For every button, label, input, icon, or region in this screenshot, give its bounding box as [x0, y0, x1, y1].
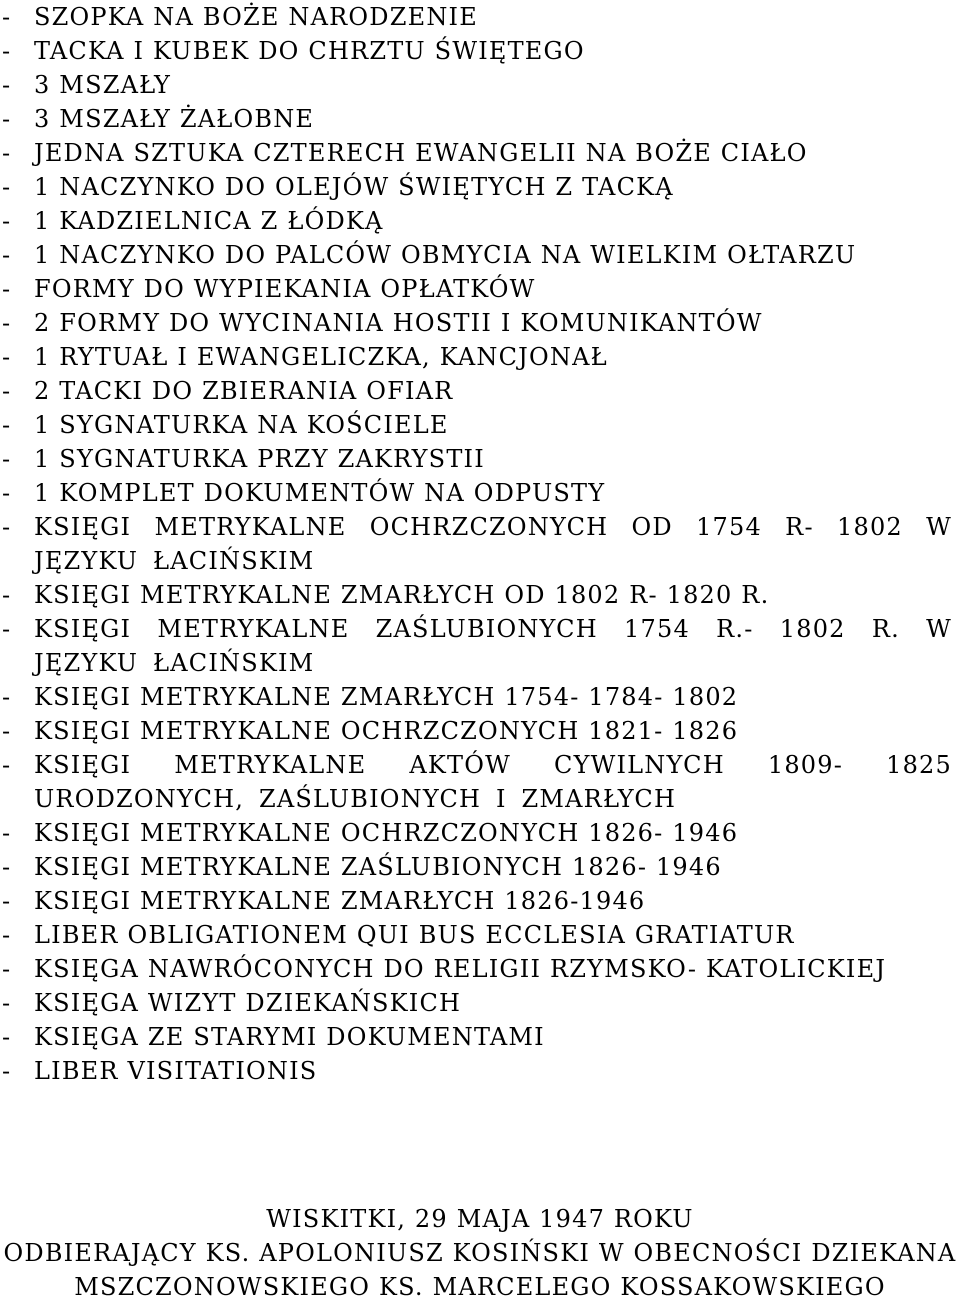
list-dash: - [2, 173, 12, 201]
list-item [0, 340, 960, 374]
list-item-text: KSIĘGI METRYKALNE OCHRZCZONYCH 1821- 1826 [34, 717, 739, 745]
list-item [0, 748, 960, 816]
list-item [0, 612, 960, 680]
list-item-text: 1 RYTUAŁ I EWANGELICZKA, KANCJONAŁ [34, 343, 608, 371]
footer-signature-line-2: MSZCZONOWSKIEGO KS. MARCELEGO KOSSAKOWSKIEGO [74, 1273, 886, 1301]
list-dash: - [2, 445, 12, 473]
list-item [0, 680, 960, 714]
list-item-text: LIBER VISITATIONIS [34, 1057, 318, 1085]
list-item-text: KSIĘGI METRYKALNE ZMARŁYCH OD 1802 R- 1820 R. [34, 581, 770, 609]
list-item [0, 986, 960, 1020]
list-item-text: KSIĘGI METRYKALNE OCHRZCZONYCH OD 1754 R- 1802 W JĘZYKU ŁACIŃSKIM [34, 513, 952, 575]
list-item [0, 850, 960, 884]
list-item [0, 136, 960, 170]
list-item [0, 408, 960, 442]
list-dash: - [2, 207, 12, 235]
list-item [0, 272, 960, 306]
list-dash: - [2, 343, 12, 371]
list-item-text: 3 MSZAŁY [34, 71, 172, 99]
list-dash: - [2, 921, 12, 949]
list-item [0, 442, 960, 476]
list-item-text: KSIĘGI METRYKALNE ZAŚLUBIONYCH 1754 R.- 1802 R. W JĘZYKU ŁACIŃSKIM [34, 615, 952, 677]
list-item [0, 238, 960, 272]
list-item [0, 102, 960, 136]
list-item-text: 1 SYGNATURKA PRZY ZAKRYSTII [34, 445, 485, 473]
list-dash: - [2, 309, 12, 337]
list-dash: - [2, 71, 12, 99]
list-dash: - [2, 377, 12, 405]
list-item [0, 374, 960, 408]
list-item-text: JEDNA SZTUKA CZTERECH EWANGELII NA BOŻE CIAŁO [34, 139, 808, 167]
list-dash: - [2, 241, 12, 269]
footer-signature-line-1: ODBIERAJĄCY KS. APOLONIUSZ KOSIŃSKI W OBECNOŚCI DZIEKANA [3, 1239, 957, 1267]
list-item-text: KSIĘGI METRYKALNE ZAŚLUBIONYCH 1826- 1946 [34, 853, 722, 881]
list-item-text: 1 NACZYNKO DO PALCÓW OBMYCIA NA WIELKIM OŁTARZU [34, 241, 857, 269]
list-item-text: 3 MSZAŁY ŻAŁOBNE [34, 105, 315, 133]
list-item [0, 1054, 960, 1088]
list-item [0, 68, 960, 102]
list-item-text: LIBER OBLIGATIONEM QUI BUS ECCLESIA GRATIATUR [34, 921, 795, 949]
list-item [0, 714, 960, 748]
list-item-text: KSIĘGA ZE STARYMI DOKUMENTAMI [34, 1023, 545, 1051]
list-dash: - [2, 105, 12, 133]
list-item [0, 0, 960, 34]
list-dash: - [2, 3, 12, 31]
list-dash: - [2, 615, 12, 643]
list-item-text: 1 KOMPLET DOKUMENTÓW NA ODPUSTY [34, 479, 606, 507]
list-item [0, 170, 960, 204]
list-item [0, 578, 960, 612]
list-item-text: KSIĘGA WIZYT DZIEKAŃSKICH [34, 989, 462, 1017]
list-dash: - [2, 989, 12, 1017]
list-item-text: 2 FORMY DO WYCINANIA HOSTII I KOMUNIKANTÓW [34, 309, 763, 337]
list-item-text: KSIĘGI METRYKALNE OCHRZCZONYCH 1826- 1946 [34, 819, 739, 847]
list-item [0, 816, 960, 850]
list-item-text: KSIĘGI METRYKALNE ZMARŁYCH 1826-1946 [34, 887, 646, 915]
list-item [0, 204, 960, 238]
list-dash: - [2, 1057, 12, 1085]
list-item-text: 1 KADZIELNICA Z ŁÓDKĄ [34, 207, 384, 235]
list-dash: - [2, 887, 12, 915]
list-item [0, 476, 960, 510]
list-dash: - [2, 717, 12, 745]
list-item [0, 306, 960, 340]
list-dash: - [2, 853, 12, 881]
list-item [0, 1020, 960, 1054]
list-dash: - [2, 37, 12, 65]
list-item-text: FORMY DO WYPIEKANIA OPŁATKÓW [34, 275, 536, 303]
list-item-text: 1 SYGNATURKA NA KOŚCIELE [34, 411, 449, 439]
list-item-text: 2 TACKI DO ZBIERANIA OFIAR [34, 377, 454, 405]
list-dash: - [2, 411, 12, 439]
list-item-text: 1 NACZYNKO DO OLEJÓW ŚWIĘTYCH Z TACKĄ [34, 173, 674, 201]
list-dash: - [2, 479, 12, 507]
list-item-text: KSIĘGI METRYKALNE AKTÓW CYWILNYCH 1809- 1825 URODZONYCH, ZAŚLUBIONYCH I ZMARŁYCH [34, 751, 952, 813]
list-dash: - [2, 139, 12, 167]
list-item [0, 510, 960, 578]
list-dash: - [2, 1023, 12, 1051]
list-dash: - [2, 275, 12, 303]
list-item [0, 918, 960, 952]
list-item [0, 884, 960, 918]
list-item [0, 34, 960, 68]
list-dash: - [2, 819, 12, 847]
list-dash: - [2, 513, 12, 541]
list-item-text: KSIĘGA NAWRÓCONYCH DO RELIGII RZYMSKO- KATOLICKIEJ [34, 955, 887, 983]
list-item-text: KSIĘGI METRYKALNE ZMARŁYCH 1754- 1784- 1802 [34, 683, 739, 711]
list-item [0, 952, 960, 986]
list-dash: - [2, 955, 12, 983]
list-item-text: TACKA I KUBEK DO CHRZTU ŚWIĘTEGO [34, 37, 585, 65]
footer-date: WISKITKI, 29 MAJA 1947 ROKU [266, 1205, 694, 1233]
list-dash: - [2, 683, 12, 711]
list-dash: - [2, 581, 12, 609]
list-dash: - [2, 751, 12, 779]
list-item-text: SZOPKA NA BOŻE NARODZENIE [34, 3, 478, 31]
